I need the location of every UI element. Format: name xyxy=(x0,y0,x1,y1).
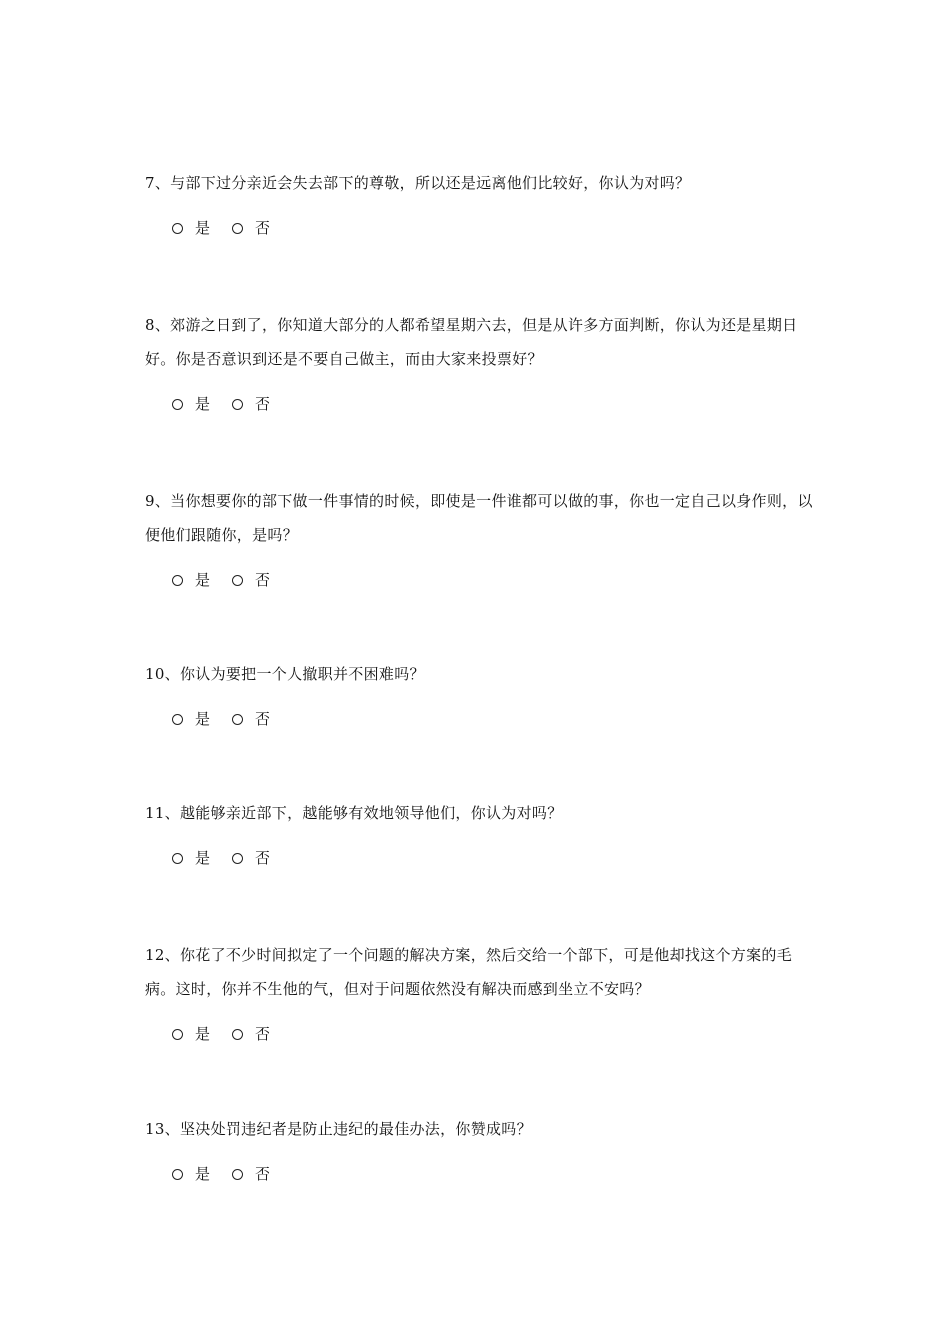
option-yes[interactable] xyxy=(172,218,210,238)
question-text: 12、你花了不少时间拟定了一个问题的解决方案，然后交给一个部下，可是他却找这个方案的毛病。这时，你并不生他的气，但对于问题依然没有解决而感到坐立不安吗？ xyxy=(145,946,792,998)
option-label: 是 xyxy=(195,395,211,413)
option-yes[interactable] xyxy=(172,709,210,729)
radio-circle-icon[interactable] xyxy=(172,575,183,586)
question-text: 9、当你想要你的部下做一件事情的时候，即使是一件谁都可以做的事，你也一定自己以身作则，以便他们跟随你，是吗？ xyxy=(145,492,813,544)
option-no[interactable] xyxy=(232,218,270,238)
radio-circle-icon[interactable] xyxy=(232,575,243,586)
question-10 xyxy=(145,657,813,729)
radio-circle-icon[interactable] xyxy=(232,223,243,234)
option-label: 是 xyxy=(195,1165,211,1183)
radio-circle-icon[interactable] xyxy=(232,853,243,864)
answer-options xyxy=(145,1024,813,1044)
question-text: 7、与部下过分亲近会失去部下的尊敬，所以还是远离他们比较好，你认为对吗？ xyxy=(145,174,691,192)
radio-circle-icon[interactable] xyxy=(172,1029,183,1040)
option-yes[interactable] xyxy=(172,394,210,414)
question-12 xyxy=(145,938,813,1044)
question-9 xyxy=(145,484,813,590)
option-label: 是 xyxy=(195,849,211,867)
option-yes[interactable] xyxy=(172,1164,210,1184)
radio-circle-icon[interactable] xyxy=(232,1169,243,1180)
answer-options xyxy=(145,848,813,868)
answer-options xyxy=(145,570,813,590)
option-yes[interactable] xyxy=(172,1024,210,1044)
answer-options xyxy=(145,1164,813,1184)
question-text: 11、越能够亲近部下，越能够有效地领导他们，你认为对吗？ xyxy=(145,804,563,822)
option-label: 是 xyxy=(195,1025,211,1043)
radio-circle-icon[interactable] xyxy=(172,853,183,864)
answer-options xyxy=(145,394,813,414)
answer-options xyxy=(145,218,813,238)
radio-circle-icon[interactable] xyxy=(172,714,183,725)
option-label: 是 xyxy=(195,710,211,728)
radio-circle-icon[interactable] xyxy=(232,1029,243,1040)
radio-circle-icon[interactable] xyxy=(172,1169,183,1180)
option-label: 否 xyxy=(255,1165,271,1183)
radio-circle-icon[interactable] xyxy=(232,714,243,725)
radio-circle-icon[interactable] xyxy=(172,223,183,234)
option-no[interactable] xyxy=(232,1164,270,1184)
question-7 xyxy=(145,166,813,238)
question-13 xyxy=(145,1112,813,1184)
answer-options xyxy=(145,709,813,729)
question-text: 13、坚决处罚违纪者是防止违纪的最佳办法，你赞成吗？ xyxy=(145,1120,532,1138)
question-11 xyxy=(145,796,813,868)
option-yes[interactable] xyxy=(172,570,210,590)
option-label: 否 xyxy=(255,1025,271,1043)
option-label: 否 xyxy=(255,571,271,589)
option-no[interactable] xyxy=(232,1024,270,1044)
option-label: 否 xyxy=(255,395,271,413)
option-no[interactable] xyxy=(232,394,270,414)
option-label: 是 xyxy=(195,219,211,237)
question-text: 8、郊游之日到了，你知道大部分的人都希望星期六去，但是从许多方面判断，你认为还是星期日好。你是否意识到还是不要自己做主，而由大家来投票好？ xyxy=(145,316,798,368)
option-label: 是 xyxy=(195,571,211,589)
question-8 xyxy=(145,308,813,414)
option-no[interactable] xyxy=(232,709,270,729)
option-no[interactable] xyxy=(232,848,270,868)
option-label: 否 xyxy=(255,710,271,728)
question-text: 10、你认为要把一个人撤职并不困难吗？ xyxy=(145,665,425,683)
option-label: 否 xyxy=(255,849,271,867)
option-no[interactable] xyxy=(232,570,270,590)
option-label: 否 xyxy=(255,219,271,237)
option-yes[interactable] xyxy=(172,848,210,868)
radio-circle-icon[interactable] xyxy=(172,399,183,410)
radio-circle-icon[interactable] xyxy=(232,399,243,410)
